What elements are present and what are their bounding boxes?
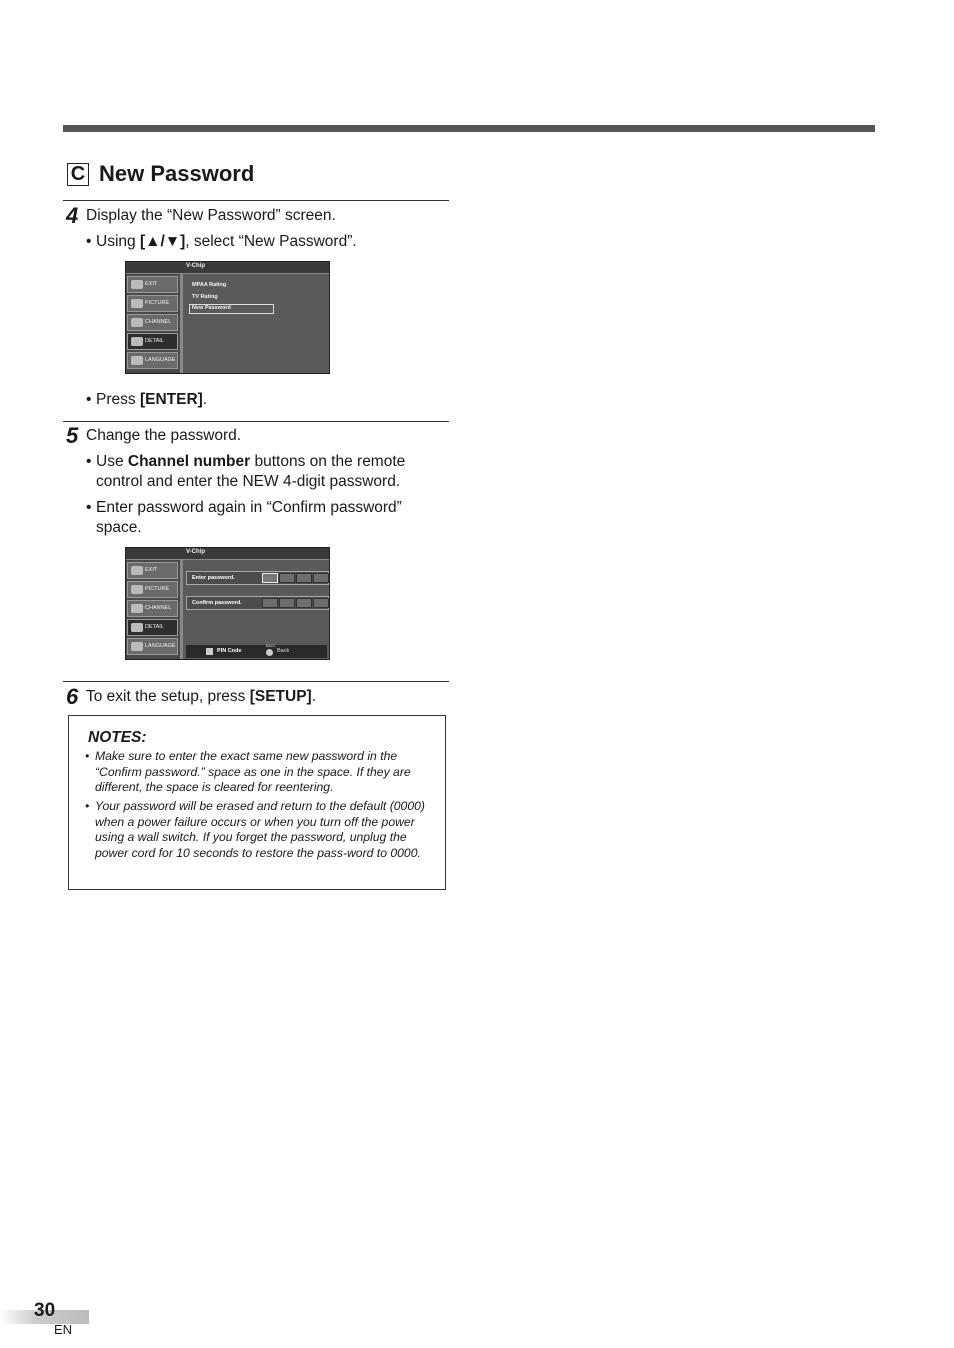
back-button-icon: [266, 649, 273, 656]
step-divider: [63, 200, 449, 201]
exit-icon: [131, 280, 143, 289]
menu-item-mpaa: MPAA Rating: [192, 282, 227, 288]
menu-tab-channel: CHANNEL: [127, 314, 178, 331]
instruction-bullet: • Enter password again in “Confirm password” space.: [86, 499, 402, 536]
step-number: 6: [66, 684, 79, 709]
detail-icon: [131, 337, 143, 346]
menu-tab-language: LANGUAGE: [127, 352, 178, 369]
exit-icon: [131, 566, 143, 575]
keypad-icon: [206, 648, 213, 655]
menu-item-new-password: New Password: [192, 305, 231, 311]
step-text: Change the password.: [86, 427, 242, 444]
password-digit: [296, 573, 312, 583]
step-number: 5: [66, 423, 79, 448]
confirm-password-row: Confirm password.: [186, 596, 329, 610]
notes-title: NOTES:: [88, 729, 147, 746]
password-digit: [279, 598, 295, 608]
channel-icon: [131, 318, 143, 327]
instruction-bullet: • Using [▲/▼], select “New Password”.: [86, 233, 357, 250]
tv-password-screenshot: [125, 547, 330, 660]
picture-icon: [131, 585, 143, 594]
instruction-bullet: • Press [ENTER].: [86, 391, 208, 408]
language-icon: [131, 642, 143, 651]
instruction-bullet: • Use Channel number buttons on the remote control and enter the NEW 4-digit password.: [86, 453, 406, 490]
menu-tab-exit: EXIT: [127, 562, 178, 579]
menu-tab-language: LANGUAGE: [127, 638, 178, 655]
menu-tab-picture: PICTURE: [127, 295, 178, 312]
step-divider: [63, 681, 449, 682]
header-rule: [63, 125, 875, 132]
menu-title: V-Chip: [186, 263, 205, 269]
language-code: EN: [54, 1322, 73, 1337]
notes-box: [68, 715, 446, 890]
detail-icon: [131, 623, 143, 632]
password-digit: [313, 598, 329, 608]
step-number: 4: [66, 203, 79, 228]
menu-item-tv-rating: TV Rating: [192, 294, 218, 300]
note-item: • Make sure to enter the exact same new password in the “Confirm password.” space as one in the space. If they are different, the space is cleared for reentering.: [85, 749, 411, 795]
step-text: Display the “New Password” screen.: [86, 207, 336, 224]
password-digit: [313, 573, 329, 583]
step-divider: [63, 421, 449, 422]
menu-title: V-Chip: [186, 549, 205, 555]
menu-tab-exit: EXIT: [127, 276, 178, 293]
enter-password-row: Enter password.: [186, 571, 329, 585]
channel-icon: [131, 604, 143, 613]
section-letter: C: [67, 163, 89, 186]
menu-tab-detail: DETAIL: [127, 333, 178, 350]
language-icon: [131, 356, 143, 365]
picture-icon: [131, 299, 143, 308]
password-digit: [262, 573, 278, 583]
menu-tab-detail: DETAIL: [127, 619, 178, 636]
tv-menu-screenshot: [125, 261, 330, 374]
step-text: To exit the setup, press [SETUP].: [86, 688, 317, 705]
section-title: New Password: [99, 161, 255, 186]
password-digit: [296, 598, 312, 608]
note-item: • Your password will be erased and return to the default (0000) when a power failure occurs or when you turn off the power using a wall switch. If you forget the password, unplug the power cord for 10 seconds to restore the pass-word to 0000.: [85, 799, 425, 860]
password-digit: [262, 598, 278, 608]
password-digit: [279, 573, 295, 583]
page-number: 30: [34, 1300, 56, 1321]
menu-tab-channel: CHANNEL: [127, 600, 178, 617]
menu-tab-picture: PICTURE: [127, 581, 178, 598]
osd-footer: PIN Code BACK Back: [186, 645, 327, 658]
